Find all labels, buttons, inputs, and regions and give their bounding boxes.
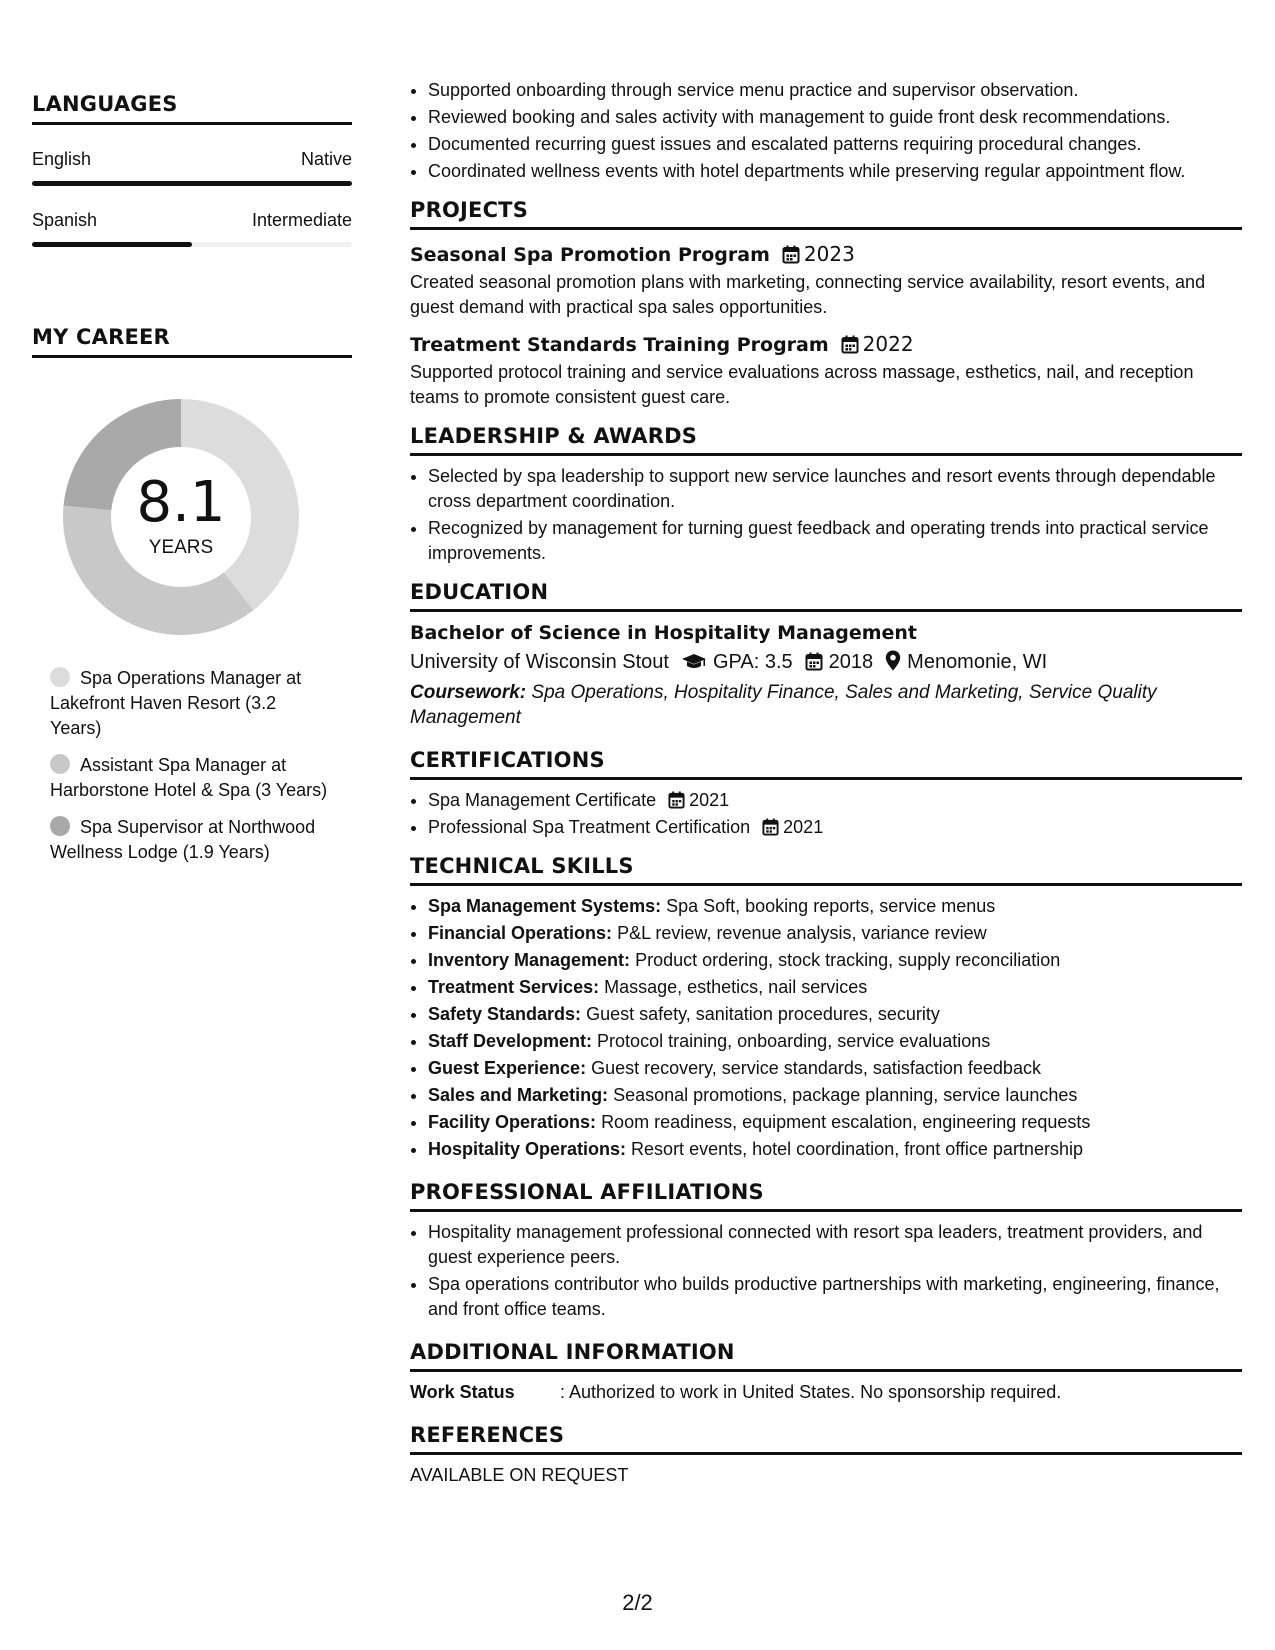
- list-item: • Financial Operations: P&L review, revenue analysis, variance review: [428, 921, 1242, 946]
- project-description: Supported protocol training and service evaluations across massage, esthetics, nail, and reception teams to promote consistent guest care.: [410, 362, 1194, 407]
- affiliations-section: [410, 1180, 1242, 1322]
- legend-dot: [50, 754, 70, 774]
- project-name: Treatment Standards Training Program: [410, 334, 829, 356]
- leadership-title: LEADERSHIP & AWARDS: [410, 424, 1242, 456]
- experience-bullets: [410, 78, 1242, 184]
- language-name: Spanish: [32, 210, 98, 230]
- project-item: [410, 332, 1242, 410]
- education-location: Menomonie, WI: [907, 651, 1048, 673]
- calendar-icon: [841, 335, 859, 354]
- language-level: Native: [300, 149, 352, 169]
- list-item: • Facility Operations: Room readiness, equipment escalation, engineering requests: [428, 1110, 1242, 1135]
- languages-title: LANGUAGES: [32, 92, 352, 125]
- leadership-section: [410, 424, 1242, 566]
- career-title: MY CAREER: [32, 325, 352, 358]
- project-year: 2023: [803, 242, 855, 266]
- education-degree: Bachelor of Science in Hospitality Management: [410, 622, 917, 644]
- list-item: • Spa operations contributor who builds productive partnerships with marketing, engineering, finance, and front office teams.: [428, 1272, 1242, 1322]
- legend-item: Spa Operations Manager at Lakefront Haven Resort (3.2 Years): [50, 668, 302, 738]
- language-item: [32, 149, 352, 186]
- project-item: [410, 242, 1242, 320]
- list-item: • Coordinated wellness events with hotel departments while preserving regular appointment flow.: [428, 159, 1242, 184]
- list-item: • Recognized by management for turning guest feedback and operating trends into practical service improvements.: [428, 516, 1242, 566]
- project-year: 2022: [862, 332, 914, 356]
- list-item: • Hospitality management professional connected with resort spa leaders, treatment providers, and guest experience peers.: [428, 1220, 1242, 1270]
- list-item: • Professional Spa Treatment Certification 2021: [428, 815, 1242, 840]
- list-item: • Hospitality Operations: Resort events, hotel coordination, front office partnership: [428, 1137, 1242, 1162]
- references-title: REFERENCES: [410, 1423, 1242, 1455]
- page-number: 2/2: [622, 1590, 653, 1615]
- project-name: Seasonal Spa Promotion Program: [410, 244, 770, 266]
- career-unit: YEARS: [148, 537, 214, 558]
- list-item: • Spa Management Systems: Spa Soft, booking reports, service menus: [428, 894, 1242, 919]
- skills-section: [410, 854, 1242, 1162]
- calendar-icon: [782, 245, 800, 264]
- list-item: • Guest Experience: Guest recovery, service standards, satisfaction feedback: [428, 1056, 1242, 1081]
- list-item: • Documented recurring guest issues and escalated patterns requiring procedural changes.: [428, 132, 1242, 157]
- education-details: [410, 650, 1242, 674]
- projects-title: PROJECTS: [410, 198, 1242, 230]
- list-item: • Safety Standards: Guest safety, sanitation procedures, security: [428, 1002, 1242, 1027]
- skills-title: TECHNICAL SKILLS: [410, 854, 1242, 886]
- language-bar: [32, 181, 352, 186]
- additional-section: [410, 1340, 1242, 1403]
- language-item: [32, 210, 352, 247]
- list-item: • Spa Management Certificate 2021: [428, 788, 1242, 813]
- education-title: EDUCATION: [410, 580, 1242, 612]
- education-coursework: Coursework: Spa Operations, Hospitality Finance, Sales and Marketing, Service Quality Management: [410, 682, 1157, 728]
- legend-dot: [50, 667, 70, 687]
- project-description: Created seasonal promotion plans with marketing, connecting service availability, resort events, and guest demand with practical spa sales opportunities.: [410, 272, 1206, 317]
- education-section: [410, 580, 1242, 730]
- location-pin-icon: [885, 650, 901, 671]
- language-name: English: [32, 149, 92, 169]
- work-status-label: Work Status: [410, 1382, 515, 1402]
- projects-section: [410, 198, 1242, 410]
- additional-title: ADDITIONAL INFORMATION: [410, 1340, 1242, 1372]
- references-text: AVAILABLE ON REQUEST: [410, 1465, 629, 1485]
- calendar-icon: [805, 652, 823, 671]
- certifications-title: CERTIFICATIONS: [410, 748, 1242, 780]
- legend-item: Assistant Spa Manager at Harborstone Hotel & Spa (3 Years): [50, 755, 328, 800]
- list-item: • Selected by spa leadership to support new service launches and resort events through dependable cross department coordination.: [428, 464, 1242, 514]
- legend-item: Spa Supervisor at Northwood Wellness Lodge (1.9 Years): [50, 817, 316, 862]
- list-item: • Supported onboarding through service menu practice and supervisor observation.: [428, 78, 1242, 103]
- list-item: • Sales and Marketing: Seasonal promotions, package planning, service launches: [428, 1083, 1242, 1108]
- language-bar: [32, 242, 352, 247]
- list-item: • Reviewed booking and sales activity with management to guide front desk recommendations.: [428, 105, 1242, 130]
- list-item: • Inventory Management: Product ordering, stock tracking, supply reconciliation: [428, 948, 1242, 973]
- career-total: 8.1: [136, 470, 226, 535]
- education-gpa: GPA: 3.5: [712, 651, 793, 673]
- career-legend: [50, 666, 330, 865]
- affiliations-title: PROFESSIONAL AFFILIATIONS: [410, 1180, 1242, 1212]
- legend-dot: [50, 816, 70, 836]
- graduation-cap-icon: [681, 653, 707, 671]
- education-school: University of Wisconsin Stout: [410, 651, 669, 673]
- certifications-section: [410, 748, 1242, 840]
- work-status-row: [410, 1382, 1242, 1403]
- list-item: • Treatment Services: Massage, esthetics, nail services: [428, 975, 1242, 1000]
- right-column: [410, 78, 1242, 1486]
- left-column: [32, 92, 352, 877]
- calendar-icon: [668, 791, 685, 809]
- work-status-value: : Authorized to work in United States. No sponsorship required.: [560, 1382, 1062, 1402]
- calendar-icon: [762, 818, 779, 836]
- language-level: Intermediate: [251, 210, 352, 230]
- career-donut-chart: [56, 392, 306, 642]
- education-year: 2018: [828, 651, 874, 673]
- references-section: [410, 1423, 1242, 1486]
- list-item: • Staff Development: Protocol training, onboarding, service evaluations: [428, 1029, 1242, 1054]
